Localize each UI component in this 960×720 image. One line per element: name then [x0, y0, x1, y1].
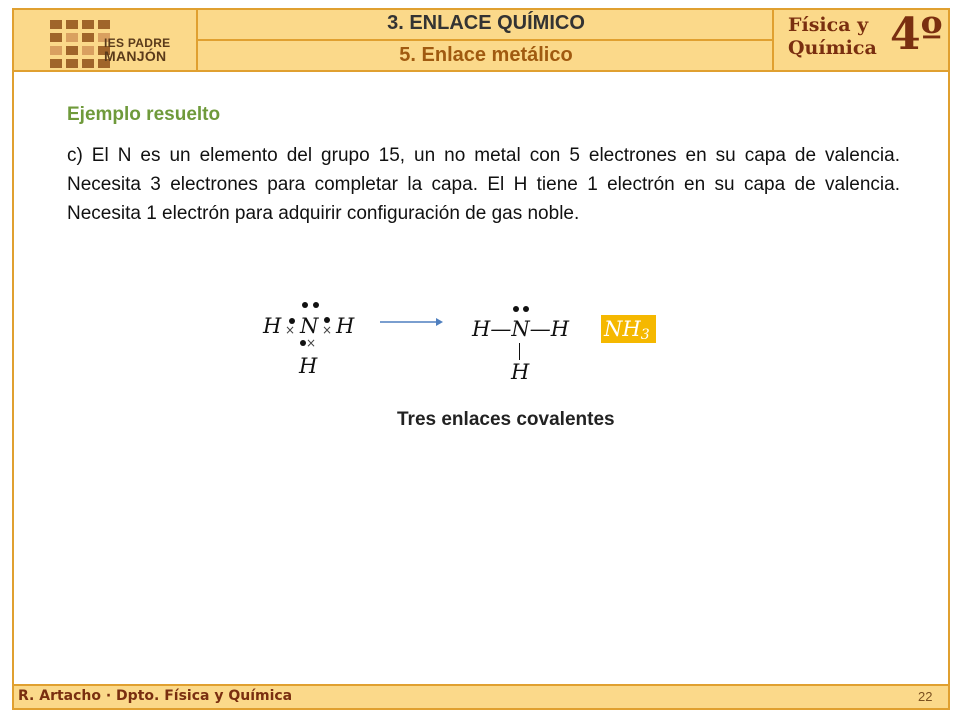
reaction-arrow-icon [378, 315, 444, 329]
lewis-bottom-h: H [299, 354, 318, 378]
lewis-left-h: H [263, 314, 282, 338]
page-title: 3. ENLACE QUÍMICO [198, 8, 774, 41]
h-electron-cross-icon: × [322, 323, 333, 337]
logo-text [104, 37, 171, 63]
section-title: Ejemplo resuelto [67, 104, 221, 125]
brand-grade: 4º [890, 9, 943, 60]
lone-pair-dot-icon [523, 306, 529, 312]
explanation-paragraph: c) El N es un elemento del grupo 15, un no metal con 5 electrones en su capa de valencia. Necesita 3 electrones para completar la capa. El H tiene 1 electrón en su capa de valencia. Necesita 1 electrón para adquirir configuración de gas noble. [67, 145, 900, 224]
title-box [198, 8, 774, 72]
bonds-caption: Tres enlaces covalentes [397, 409, 615, 430]
lewis-right-h: H [336, 314, 355, 338]
formula-main: NH [604, 317, 641, 341]
footer-author: R. Artacho · Dpto. Física y Química [18, 688, 293, 704]
lewis-n: N [300, 314, 319, 338]
logo-line-1: IES PADRE [104, 36, 171, 50]
molecular-formula [601, 315, 656, 343]
structural-bottom-h: H [511, 360, 530, 384]
brand-logo [788, 14, 877, 60]
h-electron-cross-icon: × [306, 336, 317, 350]
vertical-bond [519, 343, 520, 360]
formula-subscript: 3 [640, 327, 650, 343]
logo-grid-icon [50, 20, 112, 68]
lone-pair-dot-icon [513, 306, 519, 312]
lone-pair-dot-icon [313, 302, 319, 308]
logo-line-2: MANJÓN [104, 48, 167, 64]
page-number: 22 [918, 689, 933, 704]
school-logo [12, 8, 198, 72]
brand-line-1: Física y [788, 14, 869, 36]
structural-row: H—N—H [472, 317, 570, 341]
page-subtitle: 5. Enlace metálico [399, 44, 573, 66]
lone-pair-dot-icon [302, 302, 308, 308]
brand-line-2: Química [788, 37, 877, 59]
h-electron-cross-icon: × [285, 323, 296, 337]
